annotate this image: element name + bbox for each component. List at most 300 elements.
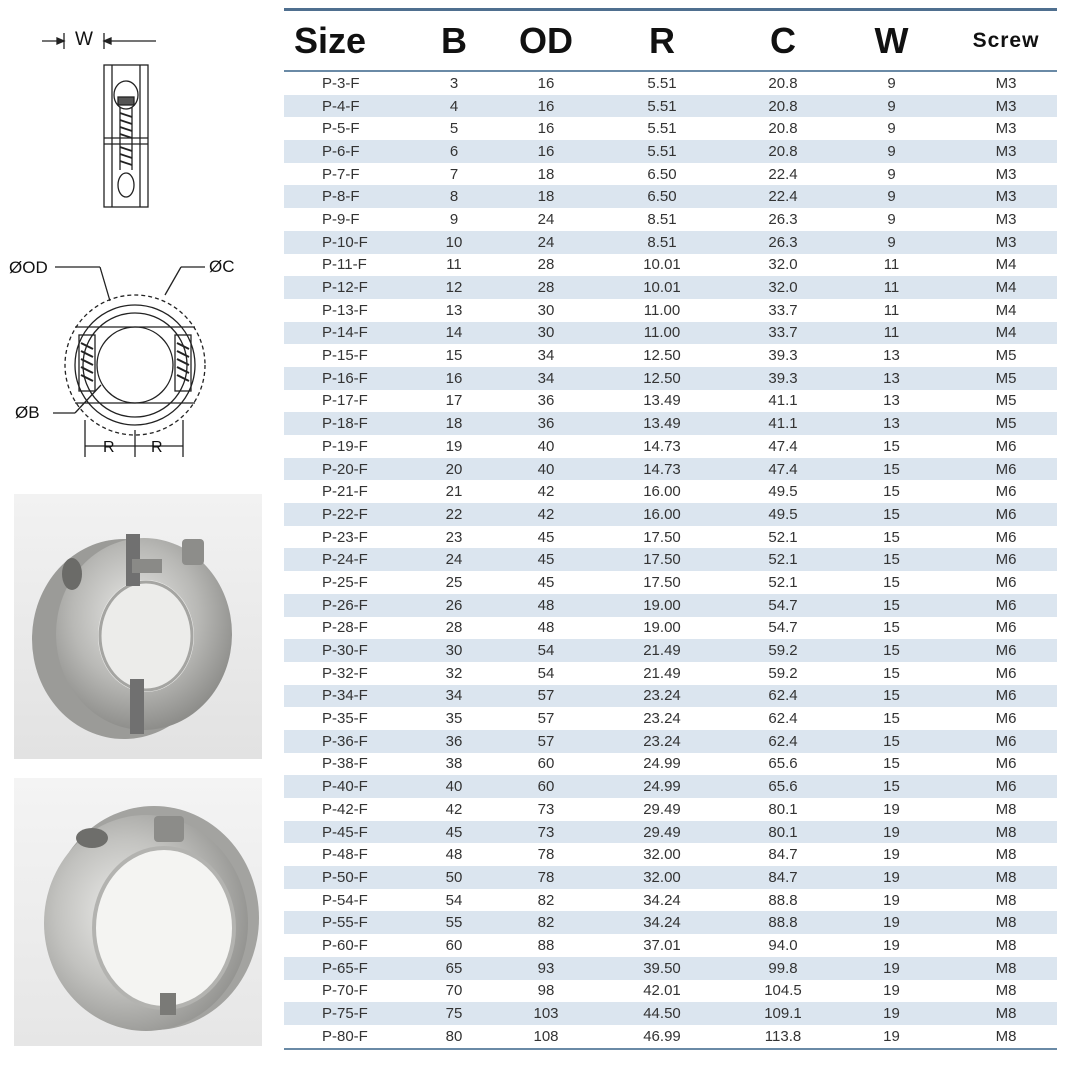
cell-w: 15 [883,483,900,501]
cell-r: 42.01 [643,982,681,1000]
cell-c: 52.1 [768,551,798,569]
cell-screw: M5 [995,369,1017,387]
cell-r: 11.00 [643,324,681,342]
cell-screw: M8 [995,982,1017,1000]
header-screw: Screw [972,28,1040,52]
cell-c: 49.5 [768,505,798,523]
cell-b: 40 [445,778,463,796]
cell-b: 80 [445,1027,463,1045]
cell-c: 62.4 [768,710,798,728]
cell-w: 19 [883,868,900,886]
cell-c: 84.7 [768,846,798,864]
cell-c: 109.1 [764,1005,802,1023]
cell-r: 16.00 [643,483,681,501]
cell-b: 55 [445,914,463,932]
cell-b: 15 [445,347,463,365]
cell-size: P-16-F [322,369,368,387]
cell-od: 16 [537,74,555,92]
cell-r: 34.24 [643,891,681,909]
cell-screw: M8 [995,1005,1017,1023]
cell-od: 108 [533,1027,559,1045]
cell-c: 99.8 [768,959,798,977]
front-view-diagram [5,235,265,465]
cell-r: 32.00 [643,868,681,886]
table-row [284,889,1057,912]
cell-c: 20.8 [768,120,798,138]
cell-od: 36 [537,392,555,410]
cell-c: 39.3 [768,347,798,365]
cell-c: 26.3 [768,233,798,251]
cell-c: 94.0 [768,936,798,954]
cell-screw: M3 [995,165,1017,183]
cell-c: 20.8 [768,97,798,115]
cell-r: 5.51 [647,120,677,138]
cell-r: 17.50 [643,573,681,591]
cell-b: 9 [449,210,459,228]
cell-od: 48 [537,619,555,637]
cell-size: P-60-F [322,936,368,954]
cell-c: 47.4 [768,437,798,455]
cell-r: 29.49 [643,823,681,841]
table-row [284,185,1057,208]
cell-size: P-22-F [322,505,368,523]
cell-c: 65.6 [768,778,798,796]
table-header-row [284,11,1057,72]
cell-od: 18 [537,188,555,206]
cell-size: P-11-F [322,256,367,274]
cell-screw: M4 [995,324,1017,342]
cell-b: 25 [445,573,463,591]
table-row [284,1025,1057,1048]
cell-w: 15 [883,460,900,478]
cell-b: 8 [449,188,459,206]
cell-b: 48 [445,846,463,864]
table-row [284,322,1057,345]
side-view-diagram [40,25,210,225]
cell-od: 16 [537,120,555,138]
cell-b: 30 [445,642,463,660]
cell-screw: M3 [995,233,1017,251]
cell-screw: M6 [995,664,1017,682]
cell-size: P-3-F [322,74,360,92]
cell-b: 36 [445,732,463,750]
cell-od: 45 [537,528,555,546]
cell-w: 9 [887,188,896,206]
cell-r: 23.24 [643,710,681,728]
table-row [284,526,1057,549]
cell-screw: M6 [995,619,1017,637]
cell-od: 16 [537,97,555,115]
cell-w: 15 [883,687,900,705]
table-row [284,95,1057,118]
cell-w: 19 [883,982,900,1000]
cell-size: P-15-F [322,347,368,365]
cell-size: P-4-F [322,97,360,115]
cell-b: 65 [445,959,463,977]
dimension-table [284,8,1057,1050]
cell-size: P-5-F [322,120,360,138]
cell-r: 6.50 [647,165,677,183]
cell-screw: M4 [995,301,1017,319]
cell-c: 104.5 [764,982,802,1000]
cell-screw: M3 [995,97,1017,115]
cell-b: 10 [445,233,463,251]
cell-r: 11.00 [643,301,681,319]
cell-size: P-20-F [322,460,368,478]
cell-w: 9 [887,74,896,92]
cell-r: 10.01 [643,279,681,297]
cell-size: P-6-F [322,142,360,160]
cell-r: 14.73 [643,460,681,478]
cell-b: 54 [445,891,463,909]
cell-w: 15 [883,505,900,523]
cell-w: 11 [883,324,900,342]
table-row [284,617,1057,640]
cell-od: 42 [537,483,555,501]
cell-w: 9 [887,210,896,228]
cell-od: 30 [537,324,555,342]
cell-c: 54.7 [768,619,798,637]
shaft-collar-photo-2 [14,778,262,1046]
cell-w: 15 [883,710,900,728]
cell-r: 24.99 [643,778,681,796]
table-row [284,254,1057,277]
cell-r: 17.50 [643,528,681,546]
cell-b: 70 [445,982,463,1000]
cell-r: 13.49 [643,392,681,410]
cell-size: P-17-F [322,392,368,410]
cell-size: P-35-F [322,710,368,728]
cell-size: P-13-F [322,301,368,319]
cell-od: 57 [537,732,555,750]
cell-r: 44.50 [643,1005,681,1023]
cell-c: 84.7 [768,868,798,886]
cell-size: P-50-F [322,868,368,886]
r-dimension-label-left: R [103,439,115,456]
cell-r: 23.24 [643,687,681,705]
cell-screw: M6 [995,437,1017,455]
cell-od: 98 [537,982,555,1000]
cell-screw: M8 [995,868,1017,886]
cell-b: 34 [445,687,463,705]
c-dimension-label: ØC [209,257,235,276]
cell-screw: M3 [995,74,1017,92]
header-b: B [441,19,467,61]
cell-c: 80.1 [768,823,798,841]
cell-size: P-28-F [322,619,368,637]
header-od: OD [519,19,573,61]
cell-size: P-36-F [322,732,368,750]
cell-od: 45 [537,573,555,591]
cell-od: 45 [537,551,555,569]
cell-c: 59.2 [768,642,798,660]
cell-w: 9 [887,233,896,251]
cell-w: 15 [883,778,900,796]
cell-size: P-26-F [322,596,368,614]
cell-screw: M5 [995,392,1017,410]
cell-r: 23.24 [643,732,681,750]
cell-r: 32.00 [643,846,681,864]
cell-screw: M4 [995,279,1017,297]
cell-b: 60 [445,936,463,954]
cell-od: 18 [537,165,555,183]
cell-size: P-24-F [322,551,368,569]
cell-screw: M5 [995,347,1017,365]
cell-b: 35 [445,710,463,728]
cell-size: P-18-F [322,415,368,433]
cell-size: P-75-F [322,1005,368,1023]
cell-c: 113.8 [764,1027,802,1045]
cell-w: 11 [883,256,900,274]
cell-size: P-55-F [322,914,368,932]
table-row [284,458,1057,481]
cell-size: P-34-F [322,687,368,705]
table-row [284,548,1057,571]
cell-c: 32.0 [768,256,798,274]
cell-w: 11 [883,301,900,319]
cell-b: 17 [445,392,463,410]
table-row [284,208,1057,231]
cell-c: 88.8 [768,891,798,909]
cell-c: 41.1 [768,392,798,410]
table-row [284,707,1057,730]
cell-screw: M3 [995,142,1017,160]
cell-od: 88 [537,936,555,954]
cell-b: 13 [445,301,463,319]
cell-b: 28 [445,619,463,637]
cell-c: 33.7 [768,301,798,319]
cell-screw: M8 [995,959,1017,977]
table-row [284,276,1057,299]
cell-screw: M8 [995,823,1017,841]
cell-c: 62.4 [768,732,798,750]
cell-w: 9 [887,165,896,183]
cell-size: P-65-F [322,959,368,977]
cell-size: P-19-F [322,437,368,455]
header-r: R [649,19,675,61]
cell-screw: M8 [995,914,1017,932]
cell-od: 40 [537,437,555,455]
cell-od: 73 [537,800,555,818]
cell-screw: M6 [995,551,1017,569]
header-size: Size [294,19,367,61]
cell-screw: M4 [995,256,1017,274]
cell-c: 33.7 [768,324,798,342]
cell-screw: M8 [995,1027,1017,1045]
cell-r: 16.00 [643,505,681,523]
left-panel [0,0,280,1065]
cell-w: 13 [883,369,900,387]
table-row [284,821,1057,844]
cell-b: 45 [445,823,463,841]
cell-od: 24 [537,233,555,251]
table-row [284,163,1057,186]
cell-size: P-40-F [322,778,368,796]
cell-r: 5.51 [647,97,677,115]
cell-size: P-23-F [322,528,368,546]
table-bottom-rule [284,1048,1057,1050]
cell-size: P-21-F [322,483,368,501]
cell-c: 62.4 [768,687,798,705]
cell-r: 5.51 [647,74,677,92]
table-row [284,639,1057,662]
cell-screw: M6 [995,710,1017,728]
cell-w: 19 [883,823,900,841]
cell-c: 22.4 [768,188,798,206]
cell-od: 54 [537,642,555,660]
table-row [284,911,1057,934]
cell-screw: M6 [995,460,1017,478]
cell-od: 16 [537,142,555,160]
cell-w: 15 [883,573,900,591]
cell-c: 26.3 [768,210,798,228]
table-body [284,72,1057,1048]
table-row [284,662,1057,685]
header-w: W [874,19,909,61]
cell-od: 103 [533,1005,559,1023]
cell-b: 32 [445,664,463,682]
cell-od: 82 [537,914,555,932]
cell-size: P-70-F [322,982,368,1000]
cell-b: 16 [445,369,463,387]
cell-w: 19 [883,1027,900,1045]
table-row [284,730,1057,753]
cell-b: 42 [445,800,463,818]
table-row [284,775,1057,798]
cell-screw: M3 [995,210,1017,228]
table-row [284,435,1057,458]
cell-screw: M6 [995,596,1017,614]
cell-r: 39.50 [643,959,681,977]
cell-c: 59.2 [768,664,798,682]
cell-w: 9 [887,120,896,138]
cell-screw: M6 [995,483,1017,501]
r-dimension-label-right: R [151,439,163,456]
cell-w: 13 [883,415,900,433]
cell-w: 15 [883,664,900,682]
cell-w: 19 [883,914,900,932]
cell-size: P-38-F [322,755,368,773]
cell-size: P-12-F [322,279,368,297]
table-row [284,367,1057,390]
cell-w: 19 [883,846,900,864]
cell-od: 48 [537,596,555,614]
cell-screw: M8 [995,891,1017,909]
cell-size: P-54-F [322,891,368,909]
cell-w: 19 [883,936,900,954]
cell-od: 42 [537,505,555,523]
cell-w: 13 [883,347,900,365]
cell-r: 8.51 [647,210,677,228]
cell-screw: M6 [995,732,1017,750]
cell-w: 13 [883,392,900,410]
cell-r: 19.00 [643,619,681,637]
cell-b: 22 [445,505,463,523]
od-dimension-label: ØOD [9,258,48,277]
cell-size: P-80-F [322,1027,368,1045]
cell-size: P-32-F [322,664,368,682]
table-row [284,685,1057,708]
cell-r: 13.49 [643,415,681,433]
cell-screw: M6 [995,573,1017,591]
cell-c: 49.5 [768,483,798,501]
cell-b: 75 [445,1005,463,1023]
cell-w: 11 [883,279,900,297]
cell-w: 15 [883,755,900,773]
cell-r: 12.50 [643,369,681,387]
cell-b: 26 [445,596,463,614]
cell-b: 19 [445,437,463,455]
cell-od: 30 [537,301,555,319]
cell-c: 47.4 [768,460,798,478]
table-row [284,299,1057,322]
cell-r: 37.01 [643,936,681,954]
cell-r: 21.49 [643,642,681,660]
cell-c: 39.3 [768,369,798,387]
cell-od: 73 [537,823,555,841]
cell-b: 4 [449,97,459,115]
cell-b: 21 [445,483,463,501]
cell-c: 32.0 [768,279,798,297]
cell-b: 18 [445,415,463,433]
cell-w: 15 [883,437,900,455]
cell-w: 19 [883,800,900,818]
table-row [284,140,1057,163]
cell-r: 34.24 [643,914,681,932]
cell-size: P-8-F [322,188,360,206]
cell-od: 24 [537,210,555,228]
cell-r: 24.99 [643,755,681,773]
table-row [284,594,1057,617]
cell-c: 54.7 [768,596,798,614]
cell-b: 20 [445,460,463,478]
cell-od: 34 [537,347,555,365]
shaft-collar-photo-1 [14,494,262,759]
cell-b: 50 [445,868,463,886]
cell-screw: M8 [995,800,1017,818]
cell-screw: M3 [995,188,1017,206]
cell-c: 52.1 [768,528,798,546]
cell-od: 78 [537,846,555,864]
table-row [284,1002,1057,1025]
cell-od: 34 [537,369,555,387]
table-row [284,753,1057,776]
cell-r: 6.50 [647,188,677,206]
table-row [284,980,1057,1003]
cell-w: 19 [883,959,900,977]
cell-size: P-7-F [322,165,360,183]
cell-r: 29.49 [643,800,681,818]
table-row [284,412,1057,435]
cell-r: 8.51 [647,233,677,251]
cell-w: 15 [883,619,900,637]
cell-r: 5.51 [647,142,677,160]
cell-size: P-14-F [322,324,368,342]
table-row [284,957,1057,980]
cell-r: 12.50 [643,347,681,365]
cell-w: 19 [883,1005,900,1023]
cell-screw: M6 [995,755,1017,773]
cell-screw: M6 [995,687,1017,705]
cell-b: 3 [449,74,459,92]
cell-od: 40 [537,460,555,478]
cell-od: 36 [537,415,555,433]
cell-screw: M5 [995,415,1017,433]
cell-c: 41.1 [768,415,798,433]
cell-od: 60 [537,755,555,773]
cell-od: 28 [537,256,555,274]
cell-od: 57 [537,687,555,705]
